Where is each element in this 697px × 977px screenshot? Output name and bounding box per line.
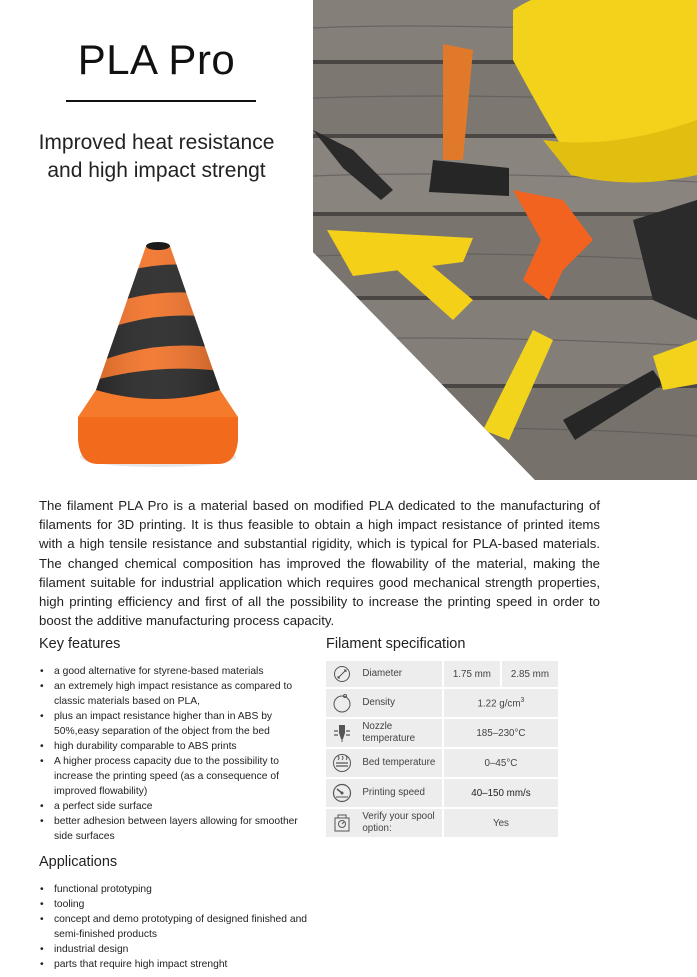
spec-row-speed [326,778,558,808]
diameter-icon [326,661,358,688]
spec-row-spool [326,808,558,838]
traffic-cone-image [68,232,248,472]
spec-row-diameter [326,661,558,688]
list-item: • better adhesion between layers allowing for smoother side surfaces [39,814,311,844]
spool-scale-icon [326,808,358,838]
key-features-list [39,664,311,844]
list-item: • tooling [39,897,319,912]
document-subtitle [0,129,313,185]
spec-row-nozzle [326,718,558,748]
subtitle-line-1: Improved heat resistance [38,131,275,154]
intro-paragraph: The filament PLA Pro is a material based on modified PLA dedicated to the manufacturing of filaments for 3D printing. It is thus feasible to obtain a high impact resistance of printed items with a high tensile resistance and substantial rigidity, which is typical for PLA-based materials. The changed chemical composition has improved the flowability of the material, making the filament suitable for industrial application which requires good mechanical strength properties, high printing efficiency and first of all the possibility to increase the printing speed in order to boost the additive manufacturing process capacity. [39,498,600,629]
document-title: PLA Pro [77,36,236,83]
applications-list [39,882,319,972]
spec-value: 1.75 mm [443,661,501,688]
tools-photo [313,0,697,480]
spec-label: Verify your spool option: [358,808,443,838]
speedometer-icon [326,778,358,808]
spec-value: 2.85 mm [501,661,558,688]
spec-label: Nozzle temperature [358,718,443,748]
nozzle-icon [326,718,358,748]
key-features-heading: Key features [39,636,121,652]
spec-row-density [326,688,558,718]
filament-spec-table [326,661,558,839]
spec-value: 40–150 mm/s [443,778,558,808]
spec-value: Yes [443,808,558,838]
applications-heading: Applications [39,854,118,870]
list-item: • an extremely high impact resistance as compared to classic materials based on PLA, [39,679,311,709]
list-item: • a perfect side surface [39,799,311,814]
list-item: • a good alternative for styrene-based materials [39,664,311,679]
bed-temperature-icon [326,748,358,778]
spec-label: Diameter [358,661,443,688]
spec-value: 185–230°C [443,718,558,748]
density-icon [326,688,358,718]
filament-spec-heading: Filament specification [326,636,466,652]
spec-row-bed [326,748,558,778]
density-exponent: 3 [520,696,525,704]
list-item: • concept and demo prototyping of designed finished and semi-finished products [39,912,319,942]
list-item: • industrial design [39,942,319,957]
density-value: 1.22 g/cm [477,698,521,710]
subtitle-line-2: and high impact strengt [47,159,266,182]
spec-value [443,688,558,718]
spec-value: 0–45°C [443,748,558,778]
spec-label: Printing speed [358,778,443,808]
list-item: • A higher process capacity due to the possibility to increase the printing speed (as a consequence of improved flowability) [39,754,311,799]
title-underline [66,100,256,102]
list-item: • high durability comparable to ABS prints [39,739,311,754]
list-item: • parts that require high impact strenght [39,957,319,972]
list-item: • plus an impact resistance higher than in ABS by 50%,easy separation of the object from the bed [39,709,311,739]
list-item: • functional prototyping [39,882,319,897]
spec-label: Bed temperature [358,748,443,778]
spec-label: Density [358,688,443,718]
